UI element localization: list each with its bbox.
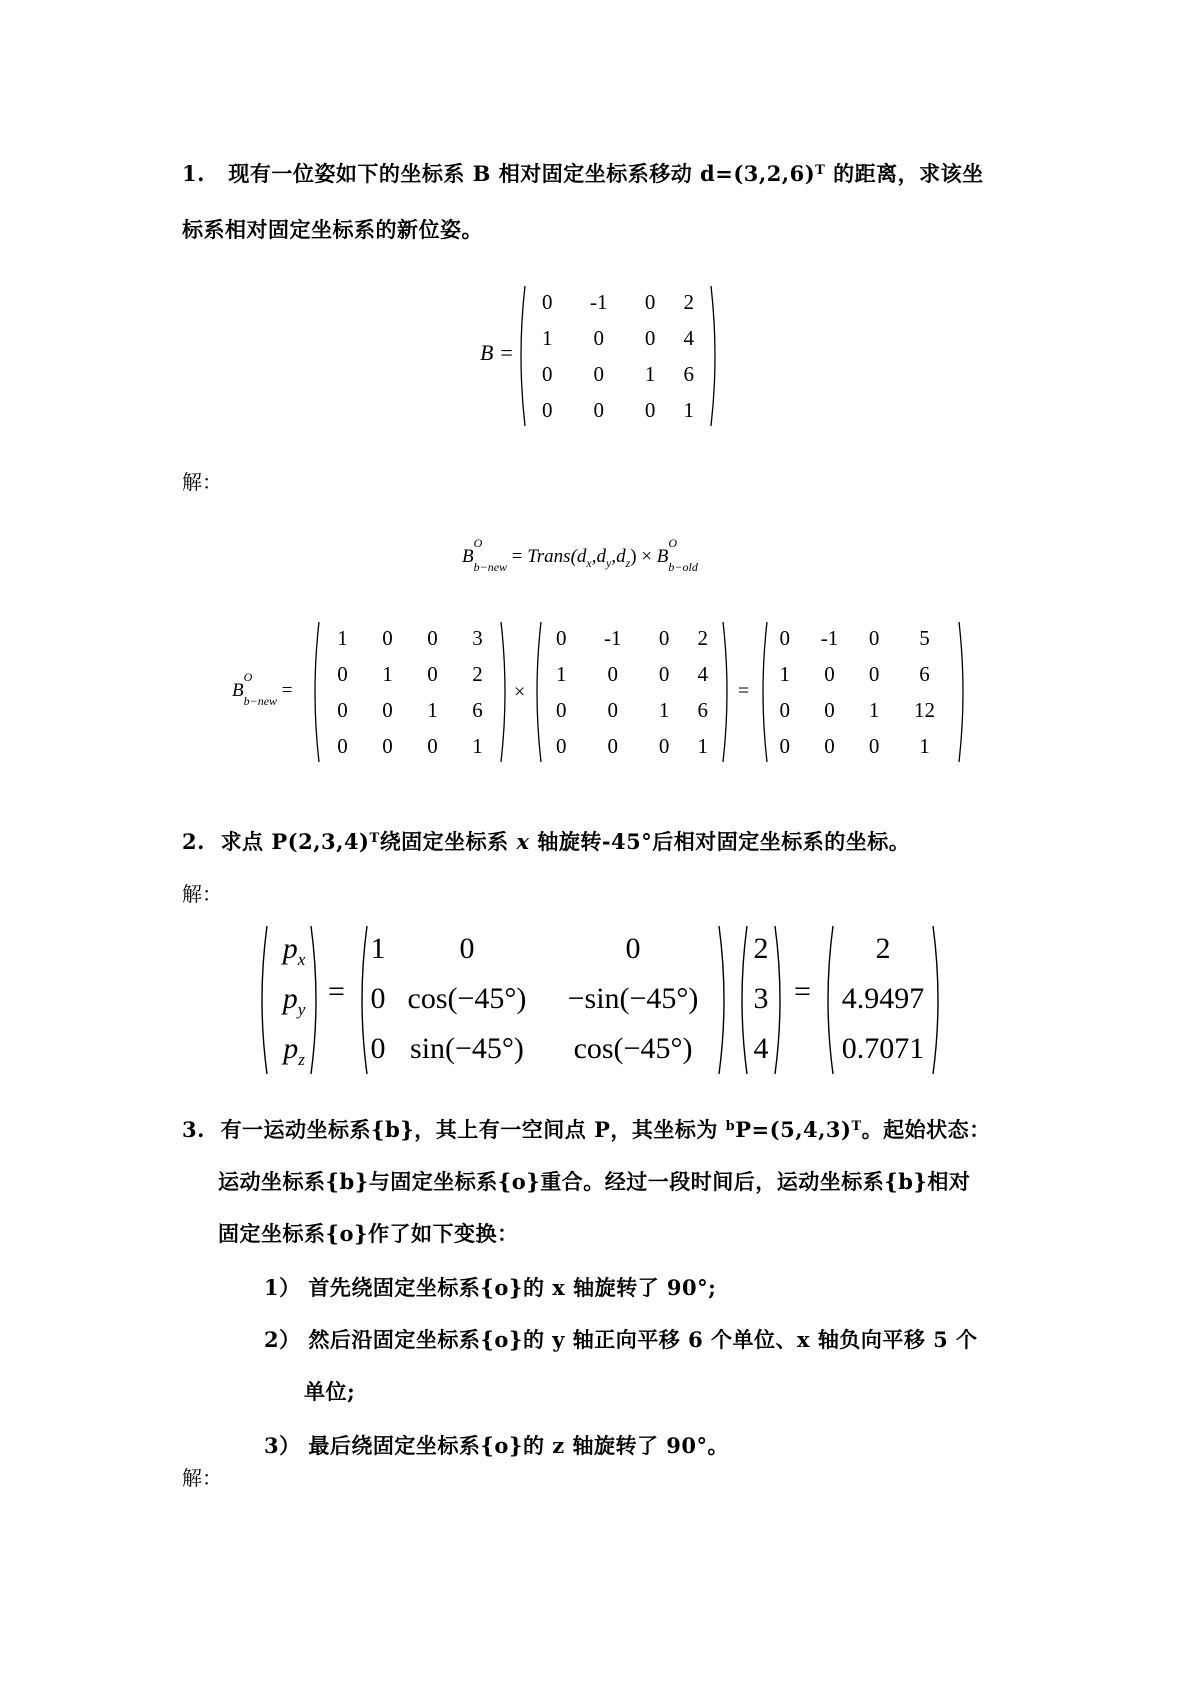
matrix-row (744, 1024, 778, 1074)
q1-formula: B O $_{b-new} = Trans(d_x,d_y,d_z) \times B$ O $_{b-old}$ (462, 536, 698, 574)
matrix-cell: 6 (683, 361, 694, 386)
matrix-cell: 6 (472, 697, 483, 722)
matrix-cell: 0 (824, 733, 835, 758)
matrix-cell: 0 (658, 661, 670, 686)
matrix-row (368, 1024, 720, 1074)
matrix-cell: 0 (607, 661, 618, 686)
matrix-result-table (768, 620, 958, 764)
matrix-cell: 0 (625, 932, 641, 965)
q3-step2-cont: 单位; (304, 1379, 356, 1404)
q1-product-lhs: B O $_{b-new}$ = (232, 670, 293, 708)
matrix-row (320, 728, 500, 764)
matrix-row (320, 620, 500, 656)
matrix-cell: 1 (779, 661, 790, 686)
matrix-cell: 0 (644, 397, 656, 422)
matrix-row (542, 656, 722, 692)
matrix-cell: 0 (382, 733, 393, 758)
right-paren-icon (710, 284, 720, 428)
matrix-row (768, 656, 958, 692)
matrix-cell: 0 (868, 661, 880, 686)
matrix-trans-table (320, 620, 500, 764)
q1-line1 (182, 158, 984, 188)
q2-p-vector (256, 924, 322, 1076)
matrix-cell: 0 (658, 733, 670, 758)
equals-sign: = (328, 975, 345, 1008)
matrix-cell: 0 (779, 625, 790, 650)
matrix-cell: 1 (868, 697, 880, 722)
right-paren-icon (500, 620, 510, 764)
matrix-cell: 1 (382, 661, 393, 686)
matrix-cell: 1 (683, 397, 694, 422)
matrix-cell: 1 (427, 697, 438, 722)
matrix-cell: 0 (427, 733, 438, 758)
matrix-cell: 0 (337, 733, 348, 758)
input-vector-table (744, 924, 778, 1074)
matrix-row (542, 728, 722, 764)
left-paren-icon (516, 284, 526, 428)
matrix-cell: sin(−45°) (410, 1032, 524, 1065)
matrix-cell: 3 (753, 982, 769, 1015)
matrix-cell: 0 (542, 397, 553, 422)
matrix-cell: 12 (913, 697, 935, 722)
matrix-row (768, 728, 958, 764)
matrix-row (320, 656, 500, 692)
matrix-cell: 0 (556, 733, 567, 758)
matrix-cell: 1 (556, 661, 567, 686)
matrix-cell: 0 (337, 661, 348, 686)
matrix-cell: 2 (875, 932, 891, 965)
q2-input-vector (736, 924, 786, 1076)
matrix-cell: 0 (427, 661, 438, 686)
equals-sign: = (738, 680, 750, 702)
q2-line: 2. 求点 $P(2,3,4)^T$绕固定坐标系 x 轴旋转-45°后相对固定坐标系的坐标。 (182, 829, 911, 854)
right-paren-icon (932, 924, 944, 1076)
p-component: $p_x$ (282, 932, 306, 969)
equals-sign: = (794, 975, 811, 1008)
matrix-cell: 2 (697, 625, 708, 650)
q1-line2: 标系相对固定坐标系的新位姿。 (182, 217, 483, 242)
matrix-cell: 1 (370, 932, 386, 965)
matrix-row (744, 974, 778, 1024)
matrix-cell: 0 (542, 361, 553, 386)
q3-step3: 3） 最后绕固定坐标系{o}的 z 轴旋转了 90°。 (264, 1433, 730, 1458)
matrix-row (542, 620, 722, 656)
matrix-cell: 0 (658, 625, 670, 650)
matrix-cell: 2 (472, 661, 483, 686)
p-component: $p_y$ (282, 982, 306, 1019)
q1-text-sup: T (815, 163, 826, 178)
q3-step2: 2） 然后沿固定坐标系{o}的 y 轴正向平移 6 个单位、x 轴负向平移 5 个 (264, 1327, 978, 1352)
q3-solution-label: 解： (182, 1466, 222, 1490)
matrix-cell: 0 (542, 289, 553, 314)
matrix-cell: 0 (868, 625, 880, 650)
matrix-cell: 4 (753, 1032, 769, 1065)
matrix-cell: 5 (919, 625, 930, 650)
left-paren-icon (822, 924, 834, 1076)
matrix-cell: 0 (779, 733, 790, 758)
matrix-cell: 1 (644, 361, 656, 386)
matrix-row (368, 974, 720, 1024)
matrix-cell: 6 (919, 661, 930, 686)
rotation-matrix-table (368, 924, 720, 1074)
matrix-cell: 0 (593, 397, 604, 422)
matrix-cell: 0 (593, 325, 604, 350)
matrix-row (368, 924, 720, 974)
q1-text-a: 现有一位姿如下的坐标系 B 相对固定坐标系移动 d=(3,2,6) (228, 161, 816, 186)
q3-step1: 1） 首先绕固定坐标系{o}的 x 轴旋转了 90°; (264, 1275, 717, 1300)
matrix-cell: cos(−45°) (573, 1032, 693, 1065)
left-paren-icon (256, 924, 268, 1076)
matrix-cell: 0 (593, 361, 604, 386)
matrix-cell: 0 (459, 932, 475, 965)
matrix-row (528, 356, 708, 392)
matrix-cell: -1 (603, 625, 622, 650)
matrix-cell: 0 (427, 625, 438, 650)
q2-output-vector (822, 924, 944, 1076)
matrix-cell: 1 (472, 733, 483, 758)
q1-b-label: B = (480, 340, 514, 365)
matrix-cell: −sin(−45°) (567, 982, 699, 1015)
matrix-cell: 0 (382, 697, 393, 722)
matrix-cell: 0.7071 (841, 1032, 925, 1065)
matrix-cell: 4.9497 (841, 982, 925, 1015)
matrix-b-table (528, 284, 708, 428)
matrix-cell: 2 (753, 932, 769, 965)
left-paren-icon (758, 620, 768, 764)
q2-solution-label: 解： (182, 882, 222, 906)
q3-line1: 3. 有一运动坐标系{b}，其上有一空间点 P，其坐标为 $^bP=(5,4,3)^T$。起始状态： (182, 1117, 991, 1142)
right-paren-icon (958, 620, 968, 764)
matrix-row (768, 692, 958, 728)
q1-result-matrix (758, 620, 968, 764)
matrix-cell: cos(−45°) (407, 982, 527, 1015)
matrix-row (834, 1024, 932, 1074)
q1-text-b: 的距离，求该坐 (825, 161, 984, 186)
matrix-cell: 0 (370, 982, 386, 1015)
output-vector-table (834, 924, 932, 1074)
matrix-cell: 0 (644, 325, 656, 350)
q1-b-matrix (516, 284, 720, 428)
matrix-cell: 0 (556, 625, 567, 650)
left-paren-icon (310, 620, 320, 764)
q1-solution-label: 解： (182, 470, 222, 494)
q3-line3: 固定坐标系{o}作了如下变换： (218, 1221, 519, 1246)
matrix-cell: -1 (820, 625, 839, 650)
matrix-cell: 0 (370, 1032, 386, 1065)
matrix-row (834, 974, 932, 1024)
q1-b-matrix-2 (532, 620, 732, 764)
matrix-cell: 0 (382, 625, 393, 650)
matrix-cell: 0 (644, 289, 656, 314)
q2-rotation-matrix (356, 924, 730, 1076)
left-paren-icon (532, 620, 542, 764)
matrix-cell: 0 (607, 697, 618, 722)
right-paren-icon (722, 620, 732, 764)
matrix-cell: -1 (589, 289, 608, 314)
matrix-row (528, 284, 708, 320)
matrix-cell: 0 (337, 697, 348, 722)
matrix-cell: 1 (658, 697, 670, 722)
left-paren-icon (356, 924, 368, 1076)
matrix-row (834, 924, 932, 974)
matrix-cell: 2 (683, 289, 694, 314)
matrix-row (768, 620, 958, 656)
matrix-cell: 4 (683, 325, 694, 350)
matrix-cell: 0 (824, 661, 835, 686)
matrix-row (542, 692, 722, 728)
matrix-cell: 0 (607, 733, 618, 758)
matrix-row (528, 320, 708, 356)
matrix-cell: 0 (556, 697, 567, 722)
matrix-cell: 6 (697, 697, 708, 722)
matrix-cell: 1 (697, 733, 708, 758)
matrix-row (320, 692, 500, 728)
matrix-cell: 1 (919, 733, 930, 758)
matrix-cell: 3 (472, 625, 483, 650)
matrix-b2-table (542, 620, 722, 764)
p-component: $p_z$ (283, 1032, 305, 1069)
q1-number: 1. (182, 161, 205, 186)
matrix-row (528, 392, 708, 428)
matrix-cell: 1 (542, 325, 553, 350)
times-sign: × (514, 681, 526, 703)
q3-line2: 运动坐标系{b}与固定坐标系{o}重合。经过一段时间后，运动坐标系{b}相对 (218, 1169, 971, 1194)
matrix-row (744, 924, 778, 974)
matrix-cell: 0 (868, 733, 880, 758)
q1-trans-matrix (310, 620, 510, 764)
matrix-cell: 0 (824, 697, 835, 722)
matrix-cell: 0 (779, 697, 790, 722)
matrix-cell: 4 (697, 661, 708, 686)
matrix-cell: 1 (337, 625, 348, 650)
